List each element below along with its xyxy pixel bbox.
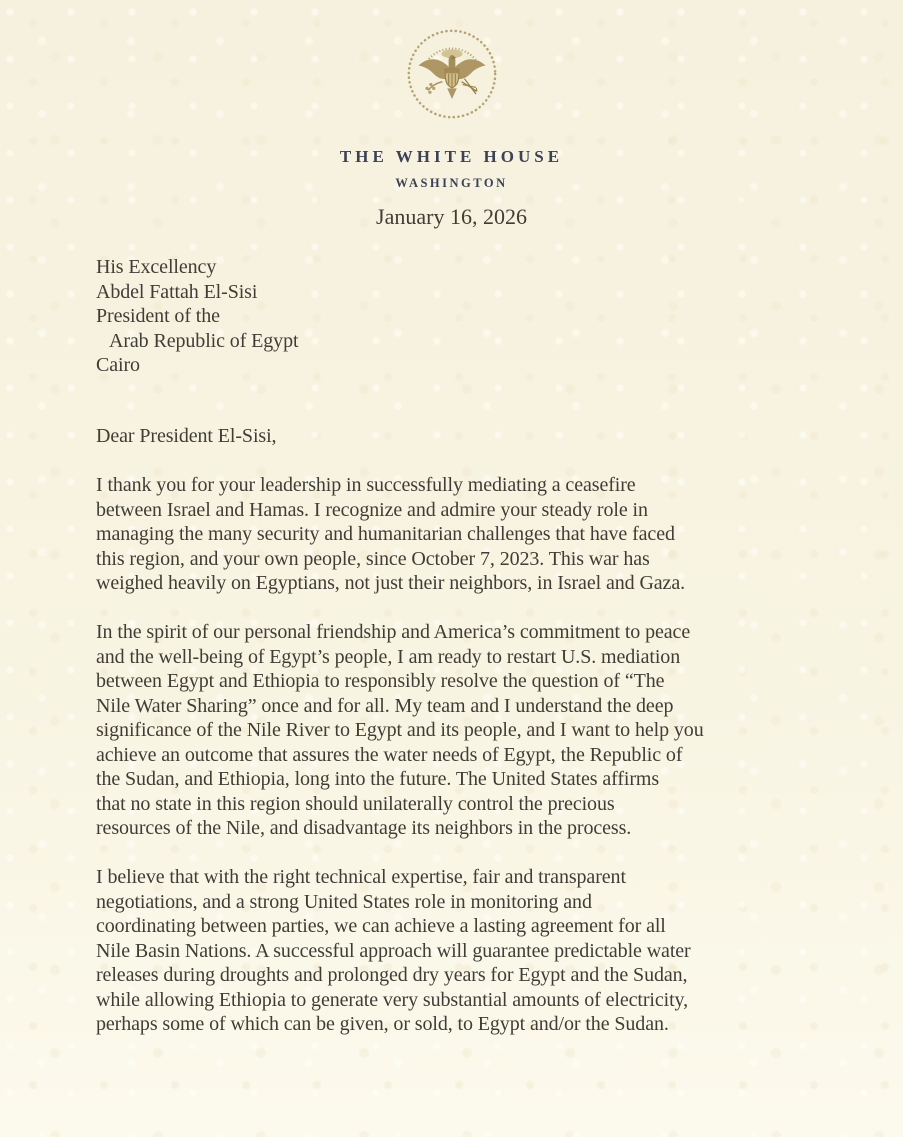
letter-body — [96, 424, 836, 1061]
paragraph-line: between Egypt and Ethiopia to responsibly resolve the question of “The — [96, 670, 665, 692]
recipient-address-block — [96, 255, 298, 378]
paragraph-line: resources of the Nile, and disadvantage its neighbors in the process. — [96, 817, 632, 839]
paragraph-line: negotiations, and a strong United States role in monitoring and — [96, 890, 592, 913]
recipient-line: His Excellency — [96, 256, 217, 278]
paragraph-line: Nile Basin Nations. A successful approach will guarantee predictable water — [96, 939, 691, 962]
letter-date: January 16, 2026 — [376, 204, 527, 229]
paragraph-line: and the well-being of Egypt’s people, I am ready to restart U.S. mediation — [96, 645, 681, 668]
paragraph-line: weighed heavily on Egyptians, not just their neighbors, in Israel and Gaza. — [96, 572, 686, 594]
paragraph-line: significance of the Nile River to Egypt and its people, and I want to help you — [96, 719, 704, 741]
paragraph-3 — [96, 865, 836, 1037]
paragraph-line: between Israel and Hamas. I recognize and admire your steady role in — [96, 498, 648, 521]
paragraph-line: managing the many security and humanitarian challenges that have faced — [96, 523, 675, 545]
presidential-seal-icon — [404, 26, 500, 122]
letterhead — [0, 26, 903, 191]
paragraph-line: the Sudan, and Ethiopia, long into the future. The United States affirms — [96, 768, 660, 790]
paragraph-line: that no state in this region should unilaterally control the precious — [96, 792, 615, 815]
recipient-line: Cairo — [96, 354, 140, 376]
salutation: Dear President El-Sisi, — [96, 425, 277, 447]
paragraph-2 — [96, 620, 836, 841]
recipient-line: Abdel Fattah El-Sisi — [96, 280, 258, 303]
paragraph-1 — [96, 473, 836, 596]
letterhead-org-city: WASHINGTON — [395, 176, 508, 190]
paragraph-line: while allowing Ethiopia to generate very substantial amounts of electricity, — [96, 988, 689, 1011]
recipient-line: Arab Republic of Egypt — [109, 329, 299, 352]
paragraph-line: I believe that with the right technical expertise, fair and transparent — [96, 866, 626, 888]
paragraph-line: coordinating between parties, we can achieve a lasting agreement for all — [96, 915, 666, 937]
paragraph-line: this region, and your own people, since October 7, 2023. This war has — [96, 547, 650, 570]
paragraph-line: achieve an outcome that assures the water needs of Egypt, the Republic of — [96, 743, 683, 766]
paragraph-line: perhaps some of which can be given, or sold, to Egypt and/or the Sudan. — [96, 1013, 669, 1035]
letterhead-org-name: THE WHITE HOUSE — [339, 147, 564, 166]
paragraph-line: I thank you for your leadership in successfully mediating a ceasefire — [96, 474, 636, 496]
paragraph-line: Nile Water Sharing” once and for all. My team and I understand the deep — [96, 694, 674, 717]
paragraph-line: releases during droughts and prolonged dry years for Egypt and the Sudan, — [96, 964, 688, 986]
recipient-line: President of the — [96, 305, 220, 327]
paragraph-line: In the spirit of our personal friendship and America’s commitment to peace — [96, 621, 691, 643]
